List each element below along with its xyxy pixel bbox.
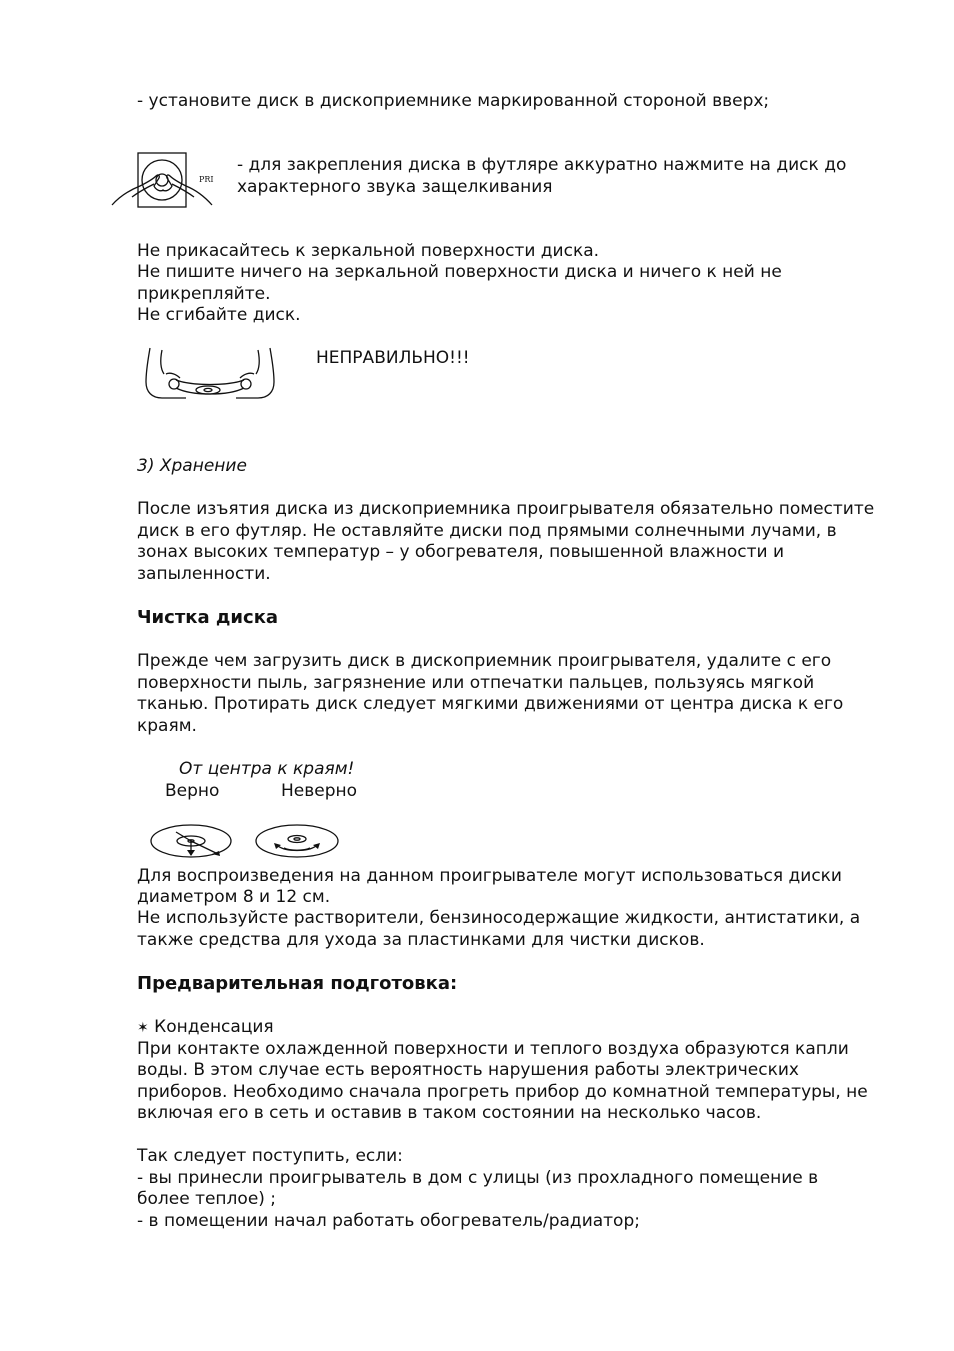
wrong-wiping-figure [254, 824, 340, 860]
cleaning-after-line-4: также средства для ухода за пластинками для чистки дисков. [137, 930, 705, 950]
asterisk-icon: ✶ [137, 1020, 149, 1036]
preparation-heading: Предварительная подготовка: [137, 973, 458, 994]
preparation-line-3: приборов. Необходимо сначала прогреть прибор до комнатной температуры, не [137, 1082, 868, 1102]
warning-line-2: Не пишите ничего на зеркальной поверхности диска и ничего к ней не [137, 262, 782, 282]
storage-heading: 3) Хранение [137, 456, 247, 476]
cleaning-after-line-1: Для воспроизведения на данном проигрывателе могут использоваться диски [137, 866, 842, 886]
condensation-label: Конденсация [154, 1017, 274, 1037]
condition-line-2: более теплое) ; [137, 1189, 277, 1209]
intro-line: - установите диск в дископриемнике маркированной стороной вверх; [137, 91, 770, 111]
condensation-bullet [137, 1017, 274, 1040]
warning-line-4: Не сгибайте диск. [137, 305, 301, 325]
cleaning-heading: Чистка диска [137, 607, 279, 628]
correct-wiping-figure [150, 824, 234, 860]
fig1-caption-line-2: характерного звука защелкивания [237, 177, 553, 197]
hands-pressing-disc-icon [110, 150, 220, 212]
preparation-line-2: воды. В этом случае есть вероятность нарушения работы электрических [137, 1060, 799, 1080]
storage-line-1: После изъятия диска из дископриемника проигрывателя обязательно поместите [137, 499, 875, 519]
cleaning-line-3: тканью. Протирать диск следует мягкими движениями от центра диска к его [137, 694, 844, 714]
hands-bending-disc-icon [140, 344, 280, 404]
cleaning-line-4: краям. [137, 716, 197, 736]
disc-bending-figure [140, 344, 280, 404]
condition-line-3: - в помещении начал работать обогреватель/радиатор; [137, 1211, 640, 1231]
preparation-line-4: включая его в сеть и оставив в таком состоянии на несколько часов. [137, 1103, 762, 1123]
preparation-line-1: При контакте охлажденной поверхности и теплого воздуха образуются капли [137, 1039, 849, 1059]
correct-label: Верно [165, 781, 220, 801]
disc-radial-wipe-icon [150, 824, 234, 860]
fig1-caption-line-1: - для закрепления диска в футляре аккуратно нажмите на диск до [237, 155, 847, 175]
storage-line-4: запыленности. [137, 564, 271, 584]
cleaning-after-line-3: Не используйсте растворители, бензиносодержащие жидкости, антистатики, а [137, 908, 861, 928]
cleaning-line-2: поверхности пыль, загрязнение или отпечатки пальцев, пользуясь мягкой [137, 673, 815, 693]
condition-line-1: - вы принесли проигрыватель в дом с улицы (из прохладного помещение в [137, 1168, 819, 1188]
storage-line-2: диск в его футляр. Не оставляйте диски под прямыми солнечными лучами, в [137, 521, 837, 541]
fig2-caption: НЕПРАВИЛЬНО!!! [316, 348, 470, 368]
conditions-intro: Так следует поступить, если: [137, 1146, 403, 1166]
warning-line-3: прикрепляйте. [137, 284, 271, 304]
warning-line-1: Не прикасайтесь к зеркальной поверхности диска. [137, 241, 600, 261]
direction-caption: От центра к краям! [179, 759, 355, 779]
cleaning-after-line-2: диаметром 8 и 12 см. [137, 887, 331, 907]
storage-line-3: зонах высоких температур – у обогревателя, повышенной влажности и [137, 542, 785, 562]
wrong-label: Неверно [281, 781, 358, 801]
disc-circular-wipe-icon [254, 824, 340, 860]
disc-case-press-figure [110, 150, 220, 212]
fig1-label: PRI [199, 175, 214, 184]
cleaning-line-1: Прежде чем загрузить диск в дископриемник проигрывателя, удалите с его [137, 651, 832, 671]
